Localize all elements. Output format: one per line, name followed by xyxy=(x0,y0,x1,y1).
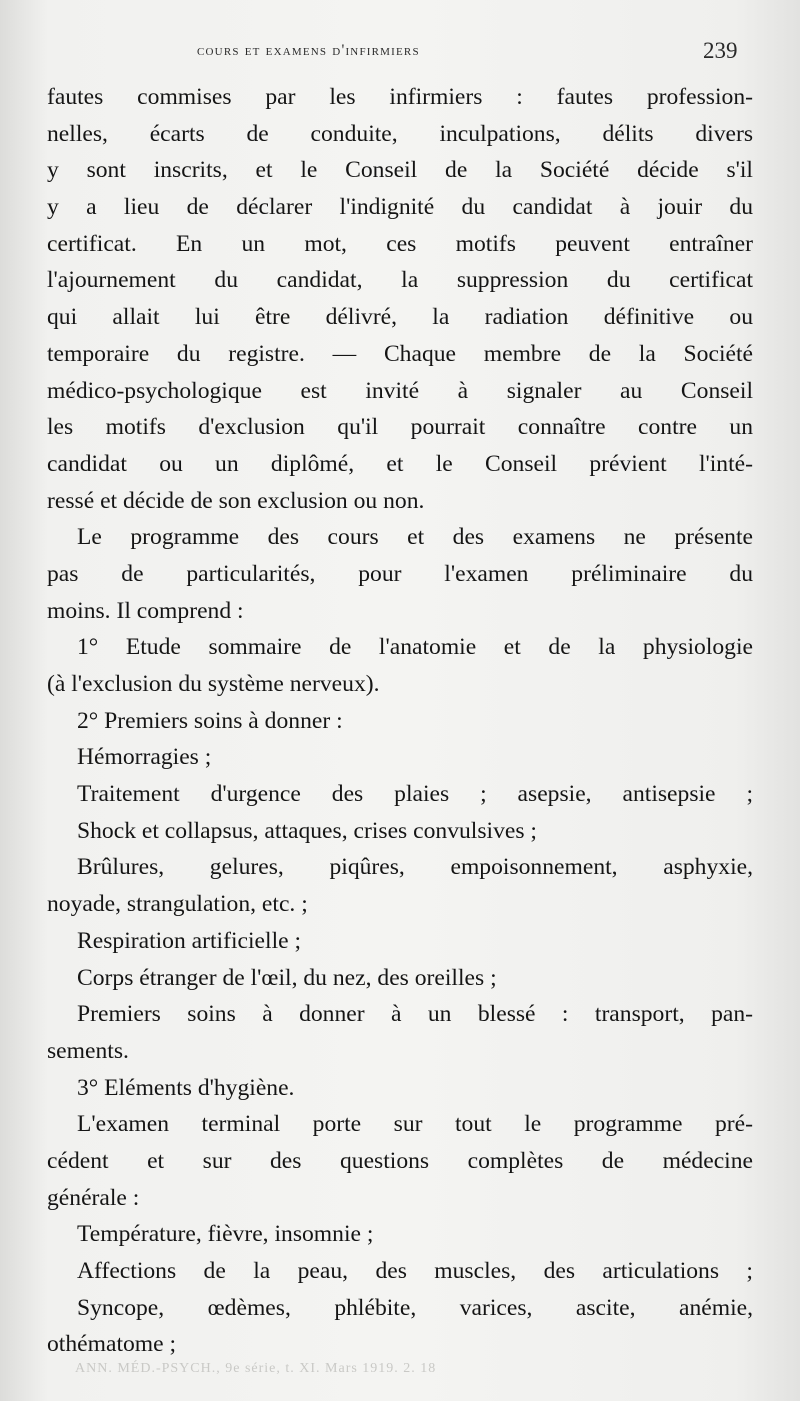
text-line: pas de particularités, pour l'examen préliminaire du xyxy=(47,560,753,587)
text-line: sements. xyxy=(47,1037,129,1064)
paragraph-start-line: Le programme des cours et des examens ne présente xyxy=(77,524,753,551)
list-item-1: 1° Etude sommaire de l'anatomie et de la physiologie xyxy=(77,634,753,661)
list-item-2: 2° Premiers soins à donner : xyxy=(77,707,343,734)
list-subitem: Température, fièvre, insomnie ; xyxy=(77,1221,374,1248)
list-item-3: 3° Eléments d'hygiène. xyxy=(77,1074,295,1101)
text-line: moins. Il comprend : xyxy=(47,597,244,624)
running-header xyxy=(0,38,800,68)
text-line: les motifs d'exclusion qu'il pourrait connaître contre un xyxy=(47,414,753,441)
text-line: l'ajournement du candidat, la suppression du certificat xyxy=(47,267,753,294)
text-line: qui allait lui être délivré, la radiation définitive ou xyxy=(47,304,753,331)
running-title: cours et examens d'infirmiers xyxy=(197,42,420,59)
list-subitem: Affections de la peau, des muscles, des articulations ; xyxy=(77,1258,753,1284)
text-line: candidat ou un diplômé, et le Conseil prévient l'inté- xyxy=(47,450,753,477)
list-subitem: Hémorragies ; xyxy=(77,744,212,771)
list-subitem: Corps étranger de l'œil, du nez, des oreilles ; xyxy=(77,964,497,991)
text-line: certificat. En un mot, ces motifs peuvent entraîner xyxy=(47,230,753,257)
text-line: othématome ; xyxy=(47,1331,177,1358)
text-line: noyade, strangulation, etc. ; xyxy=(47,891,308,918)
list-subitem: Brûlures, gelures, piqûres, empoisonnement, asphyxie, xyxy=(77,854,753,881)
text-line: (à l'exclusion du système nerveux). xyxy=(47,671,380,697)
list-subitem: Traitement d'urgence des plaies ; asepsie, antisepsie ; xyxy=(77,781,753,808)
page-number: 239 xyxy=(703,38,738,63)
list-subitem: Respiration artificielle ; xyxy=(77,927,302,954)
page-footer: ANN. MÉD.-PSYCH., 9e série, t. XI. Mars 1919. 2. 18 xyxy=(75,1361,437,1376)
list-subitem: Shock et collapsus, attaques, crises convulsives ; xyxy=(77,817,537,844)
text-line: nelles, écarts de conduite, inculpations, délits divers xyxy=(47,120,753,147)
text-line: médico-psychologique est invité à signaler au Conseil xyxy=(47,377,753,404)
text-line: fautes commises par les infirmiers : fautes profession- xyxy=(47,84,753,110)
text-line: y a lieu de déclarer l'indignité du candidat à jouir du xyxy=(47,194,753,221)
list-subitem: Syncope, œdèmes, phlébite, varices, ascite, anémie, xyxy=(77,1294,753,1321)
body-text xyxy=(47,79,753,1363)
list-subitem: Premiers soins à donner à un blessé : transport, pan- xyxy=(77,1001,753,1028)
text-line: générale : xyxy=(47,1184,140,1211)
paragraph-start-line: L'examen terminal porte sur tout le programme pré- xyxy=(77,1111,753,1138)
text-line: ressé et décide de son exclusion ou non. xyxy=(47,487,425,514)
text-line: y sont inscrits, et le Conseil de la Société décide s'il xyxy=(47,157,753,184)
text-line: temporaire du registre. — Chaque membre de la Société xyxy=(47,340,753,367)
text-line: cédent et sur des questions complètes de médecine xyxy=(47,1147,753,1174)
